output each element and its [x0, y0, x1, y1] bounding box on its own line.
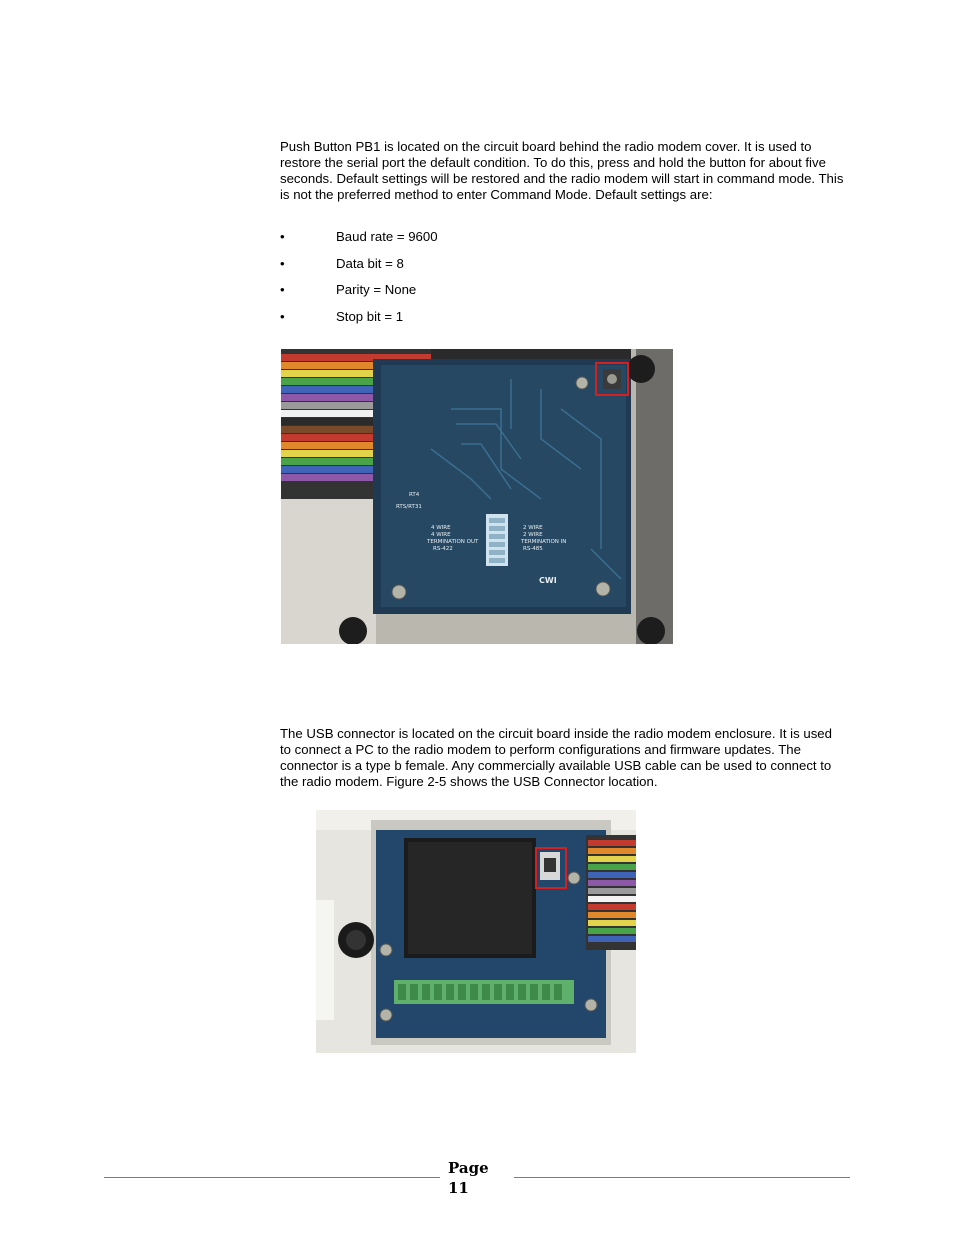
bullet-marker: •: [280, 282, 285, 297]
label-termination-out: TERMINATION OUT: [427, 539, 479, 545]
bullet-marker: •: [280, 255, 285, 271]
label-pin-b: RTS/RT31: [396, 504, 422, 510]
bullet-marker: •: [280, 229, 285, 244]
usb-connector-paragraph: The USB connector is located on the circuit board inside the radio modem enclosure. It is used to connect a PC to the radio modem to perform configurations and firmware updates. The connector is a type b female. Any commercially available USB cable can be used to connect to the radio modem. Figure 2-5 shows the USB Connector location.: [280, 726, 832, 789]
push-button-paragraph: Push Button PB1 is located on the circuit board behind the radio modem cover. It is used to restore the serial port the default condition. To do this, press and hold the button for about five seconds. Default settings will be restored and the radio modem will start in command mode. This is not the preferred method to enter Command Mode. Default settings are:: [280, 139, 844, 202]
push-button-photo: [281, 349, 673, 644]
page-number: [448, 1158, 508, 1198]
page-word: Page: [448, 1159, 489, 1177]
label-4-wire-b: 4 WIRE: [431, 532, 451, 538]
list-item-text: Data bit = 8: [336, 255, 404, 271]
label-brand: CWI: [539, 576, 557, 585]
label-termination-in: TERMINATION IN: [521, 539, 567, 545]
bullet-marker: •: [280, 308, 285, 324]
label-2-wire-a: 2 WIRE: [523, 525, 543, 531]
page-number-value: 11: [448, 1179, 469, 1197]
label-pin-a: RT4: [409, 492, 420, 498]
label-rs422: RS-422: [433, 546, 453, 552]
usb-connector-photo: [316, 810, 636, 1053]
footer-rule-right: [514, 1177, 850, 1178]
label-2-wire-b: 2 WIRE: [523, 532, 543, 538]
list-item-text: Baud rate = 9600: [336, 229, 438, 244]
list-item-text: Stop bit = 1: [336, 308, 404, 324]
list-item-text: Parity = None: [336, 282, 417, 297]
label-rs485: RS-485: [523, 546, 543, 552]
footer-rule-left: [104, 1177, 440, 1178]
label-4-wire-a: 4 WIRE: [431, 525, 451, 531]
